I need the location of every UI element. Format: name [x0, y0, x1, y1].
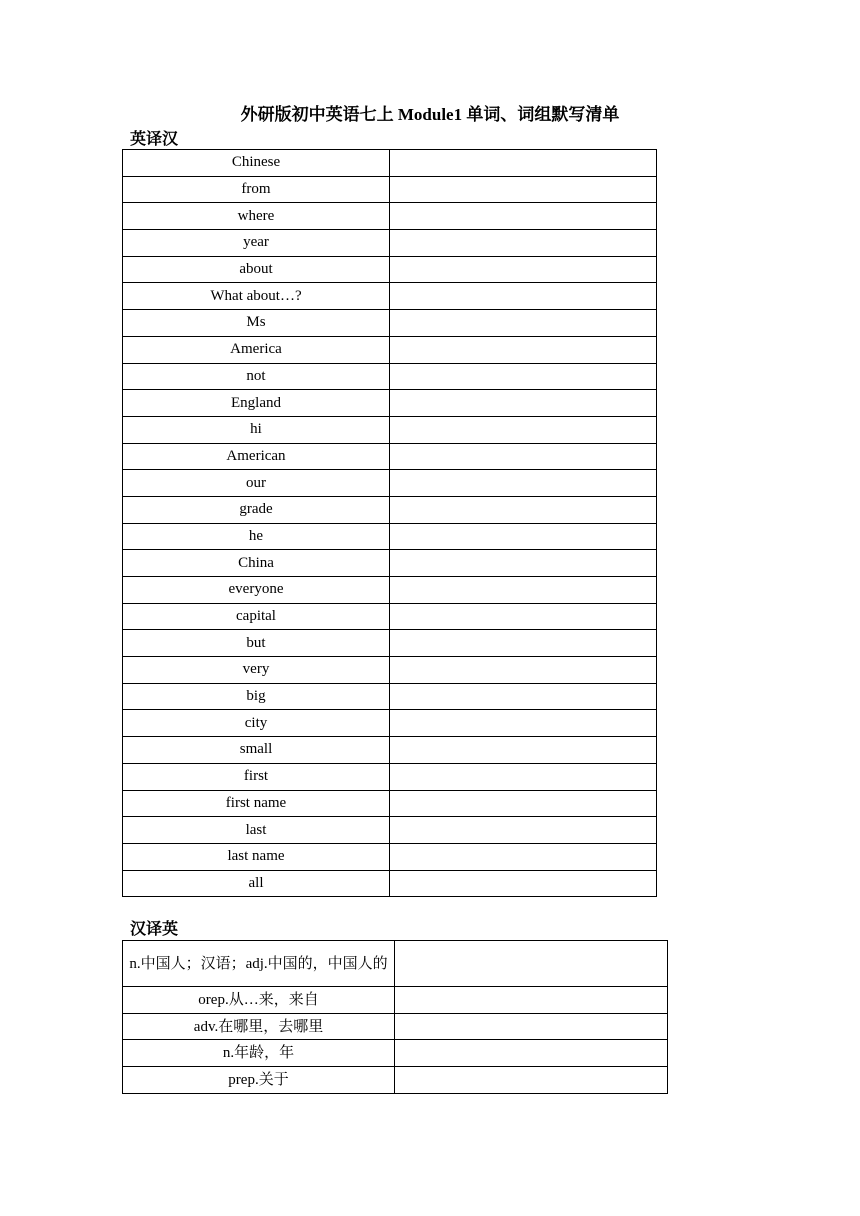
prompt-cell: [123, 737, 390, 764]
answer-cell[interactable]: [390, 603, 657, 630]
table-row: [123, 310, 657, 337]
table-row: [123, 710, 657, 737]
zh-to-en-table: [122, 940, 668, 1094]
answer-cell[interactable]: [390, 870, 657, 897]
prompt-text: our: [246, 474, 266, 491]
prompt-text: What about…?: [210, 287, 302, 304]
prompt-text: city: [244, 714, 268, 731]
table-row: [123, 1067, 668, 1094]
answer-cell[interactable]: [390, 630, 657, 657]
table-row: [123, 941, 668, 987]
table-row: [123, 390, 657, 417]
table-row: [123, 150, 657, 177]
table-row: [123, 443, 657, 470]
prompt-cell: [123, 523, 390, 550]
prompt-cell: [123, 203, 390, 230]
prompt-text: year: [243, 234, 269, 251]
answer-cell[interactable]: [395, 1013, 668, 1040]
answer-cell[interactable]: [390, 363, 657, 390]
table-row: [123, 256, 657, 283]
prompt-text: capital: [236, 608, 276, 625]
prompt-cell: [123, 416, 390, 443]
answer-cell[interactable]: [390, 203, 657, 230]
table-row: [123, 577, 657, 604]
prompt-cell: [123, 763, 390, 790]
prompt-text: orep.从…来，来自: [198, 991, 319, 1008]
prompt-cell: [123, 941, 395, 987]
prompt-text: Chinese: [231, 154, 281, 171]
section-label-en-to-zh: 英译汉: [130, 129, 179, 148]
prompt-cell: [123, 150, 390, 177]
answer-cell[interactable]: [390, 470, 657, 497]
table-row: [123, 1040, 668, 1067]
prompt-text: n.中国人；汉语；adj.中国的，中国人的: [129, 955, 388, 972]
prompt-cell: [123, 577, 390, 604]
table-row: [123, 550, 657, 577]
table-row: [123, 657, 657, 684]
answer-cell[interactable]: [395, 1067, 668, 1094]
prompt-text: America: [230, 341, 282, 358]
section-label-zh-to-en: 汉译英: [130, 919, 179, 938]
prompt-text: very: [242, 661, 270, 678]
prompt-text: England: [231, 394, 281, 411]
prompt-cell: [123, 790, 390, 817]
prompt-text: where: [237, 207, 275, 224]
answer-cell[interactable]: [395, 987, 668, 1014]
table-row: [123, 1013, 668, 1040]
table-row: [123, 987, 668, 1014]
prompt-cell: [123, 630, 390, 657]
prompt-text: from: [241, 181, 271, 198]
prompt-cell: [123, 603, 390, 630]
answer-cell[interactable]: [390, 310, 657, 337]
prompt-cell: [123, 843, 390, 870]
prompt-text: everyone: [228, 581, 284, 598]
answer-cell[interactable]: [390, 843, 657, 870]
prompt-text: big: [246, 688, 266, 705]
answer-cell[interactable]: [390, 390, 657, 417]
answer-cell[interactable]: [390, 790, 657, 817]
table-row: [123, 817, 657, 844]
prompt-text: he: [248, 527, 264, 544]
answer-cell[interactable]: [390, 763, 657, 790]
table-row: [123, 203, 657, 230]
table-row: [123, 230, 657, 257]
table-row: [123, 843, 657, 870]
prompt-cell: [123, 283, 390, 310]
prompt-text: not: [246, 367, 266, 384]
en-to-zh-table: [122, 149, 657, 897]
prompt-cell: [123, 683, 390, 710]
answer-cell[interactable]: [390, 416, 657, 443]
answer-cell[interactable]: [390, 176, 657, 203]
answer-cell[interactable]: [395, 941, 668, 987]
table-row: [123, 336, 657, 363]
prompt-cell: [123, 1013, 395, 1040]
answer-cell[interactable]: [390, 737, 657, 764]
table-row: [123, 283, 657, 310]
prompt-text: prep.关于: [228, 1071, 289, 1088]
answer-cell[interactable]: [390, 230, 657, 257]
answer-cell[interactable]: [395, 1040, 668, 1067]
prompt-text: but: [246, 634, 266, 651]
prompt-text: about: [239, 261, 273, 278]
table-row: [123, 630, 657, 657]
prompt-cell: [123, 470, 390, 497]
prompt-cell: [123, 310, 390, 337]
answer-cell[interactable]: [390, 577, 657, 604]
prompt-cell: [123, 336, 390, 363]
prompt-cell: [123, 443, 390, 470]
prompt-text: all: [248, 874, 264, 891]
prompt-text: last name: [227, 848, 285, 865]
answer-cell[interactable]: [390, 683, 657, 710]
answer-cell[interactable]: [390, 150, 657, 177]
table-row: [123, 763, 657, 790]
answer-cell[interactable]: [390, 817, 657, 844]
prompt-cell: [123, 870, 390, 897]
answer-cell[interactable]: [390, 523, 657, 550]
prompt-cell: [123, 1067, 395, 1094]
table-row: [123, 603, 657, 630]
prompt-cell: [123, 710, 390, 737]
prompt-text: first name: [225, 794, 287, 811]
prompt-cell: [123, 987, 395, 1014]
prompt-cell: [123, 1040, 395, 1067]
prompt-cell: [123, 817, 390, 844]
answer-cell[interactable]: [390, 283, 657, 310]
prompt-text: first: [243, 768, 269, 785]
prompt-cell: [123, 230, 390, 257]
answer-cell[interactable]: [390, 256, 657, 283]
prompt-text: last: [245, 821, 267, 838]
answer-cell[interactable]: [390, 336, 657, 363]
table-row: [123, 683, 657, 710]
table-row: [123, 496, 657, 523]
answer-cell[interactable]: [390, 496, 657, 523]
table-row: [123, 176, 657, 203]
prompt-text: hi: [250, 421, 262, 438]
prompt-cell: [123, 390, 390, 417]
prompt-cell: [123, 363, 390, 390]
table-row: [123, 363, 657, 390]
prompt-text: n.年龄，年: [222, 1045, 295, 1062]
prompt-cell: [123, 496, 390, 523]
table-row: [123, 470, 657, 497]
prompt-text: small: [239, 741, 273, 758]
answer-cell[interactable]: [390, 443, 657, 470]
table-row: [123, 737, 657, 764]
prompt-cell: [123, 550, 390, 577]
table-row: [123, 870, 657, 897]
prompt-cell: [123, 657, 390, 684]
prompt-cell: [123, 256, 390, 283]
answer-cell[interactable]: [390, 657, 657, 684]
prompt-cell: [123, 176, 390, 203]
page-title: 外研版初中英语七上 Module1 单词、词组默写清单: [240, 105, 620, 124]
table-row: [123, 416, 657, 443]
prompt-text: grade: [239, 501, 273, 518]
prompt-text: Ms: [246, 314, 266, 331]
answer-cell[interactable]: [390, 710, 657, 737]
table-row: [123, 790, 657, 817]
prompt-text: American: [226, 447, 286, 464]
prompt-text: China: [238, 554, 274, 571]
prompt-text: adv.在哪里，去哪里: [193, 1018, 324, 1035]
table-row: [123, 523, 657, 550]
answer-cell[interactable]: [390, 550, 657, 577]
